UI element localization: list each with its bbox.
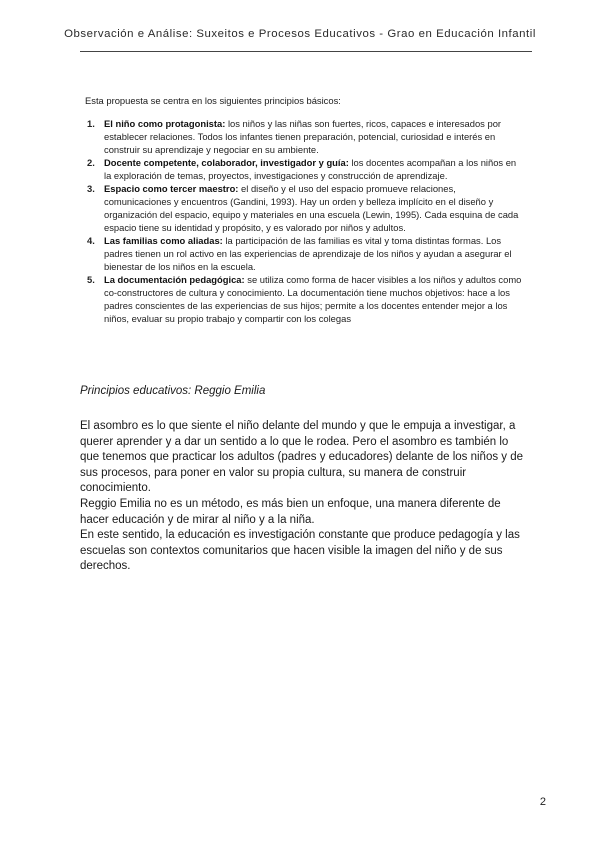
principle-text: los docentes acompañan a los niños en la exploración de temas, proyectos, investigaciones y construcción de aprendizaje. <box>104 157 517 181</box>
paragraph: En este sentido, la educación es investigación constante que produce pedagogía y las escuelas son contextos comunitarios que hacen visible la imagen del niño y de sus derechos. <box>80 529 520 573</box>
principle-term: Docente competente, colaborador, investigador y guía: <box>104 157 349 168</box>
principle-item <box>85 182 525 234</box>
section-title: Principios educativos: Reggio Emilia <box>80 385 266 397</box>
principle-number: 2. <box>87 157 95 168</box>
paragraph: Reggio Emilia no es un método, es más bien un enfoque, una manera diferente de hacer educación y de mirar al niño y a la niña. <box>80 497 501 526</box>
principle-item <box>85 156 525 182</box>
page-number: 2 <box>539 796 546 808</box>
principle-number: 3. <box>87 183 95 194</box>
intro-text: Esta propuesta se centra en los siguientes principios básicos: <box>85 95 341 106</box>
page-header: Observación e Análise: Suxeitos e Procesos Educativos - Grao en Educación Infantil <box>64 28 536 40</box>
principles-list <box>85 117 525 325</box>
principle-text: se utiliza como forma de hacer visibles a los niños y adultos como co-constructores de cultura y conocimiento. La documentación tiene muchos objetivos: hace a los padres conscientes de las experiencias de sus hijos; permite a los docentes entender mejor a los niños, evaluar su propio trabajo y compartir con los colegas <box>104 274 522 324</box>
principle-number: 5. <box>87 274 95 285</box>
principle-number: 1. <box>87 118 95 129</box>
principle-text: el diseño y el uso del espacio promueve relaciones, comunicaciones y encuentros (Gandini, 1993). Hay un orden y belleza implícito en el diseño y organización del espacio, equipo y materiales en una escuela (Lewin, 1995). Cada esquina de cada espacio tiene su identidad y propósito, y es valorado por niños y adultos. <box>104 183 519 233</box>
body-text <box>80 419 526 575</box>
principle-item <box>85 234 525 273</box>
principle-number: 4. <box>87 235 95 246</box>
header-divider <box>80 51 532 52</box>
principle-term: Las familias como aliadas: <box>104 235 223 246</box>
paragraph: El asombro es lo que siente el niño delante del mundo y que le empuja a investigar, a querer aprender y a dar un sentido a lo que le rodea. Pero el asombro es también lo que tenemos que practicar los adultos (padres y educadores) delante de los niños y de sus procesos, para poner en valor su propia cultura, su manera de construir conocimiento. <box>80 420 524 495</box>
principle-term: La documentación pedagógica: <box>104 274 245 285</box>
principle-text: los niños y las niñas son fuertes, ricos, capaces e interesados por establecer relaciones. Todos los infantes tienen preparación, potencial, curiosidad e interés en construir su aprendizaje y negociar en su ambiente. <box>104 118 502 155</box>
principle-item <box>85 117 525 156</box>
principle-item <box>85 273 525 325</box>
principle-term: El niño como protagonista: <box>104 118 226 129</box>
principle-text: la participación de las familias es vital y toma distintas formas. Los padres tienen un rol activo en las experiencias de aprendizaje de los niños y ayudan a asegurar el bienestar de los niños en la escuela. <box>104 235 512 272</box>
principle-term: Espacio como tercer maestro: <box>104 183 239 194</box>
